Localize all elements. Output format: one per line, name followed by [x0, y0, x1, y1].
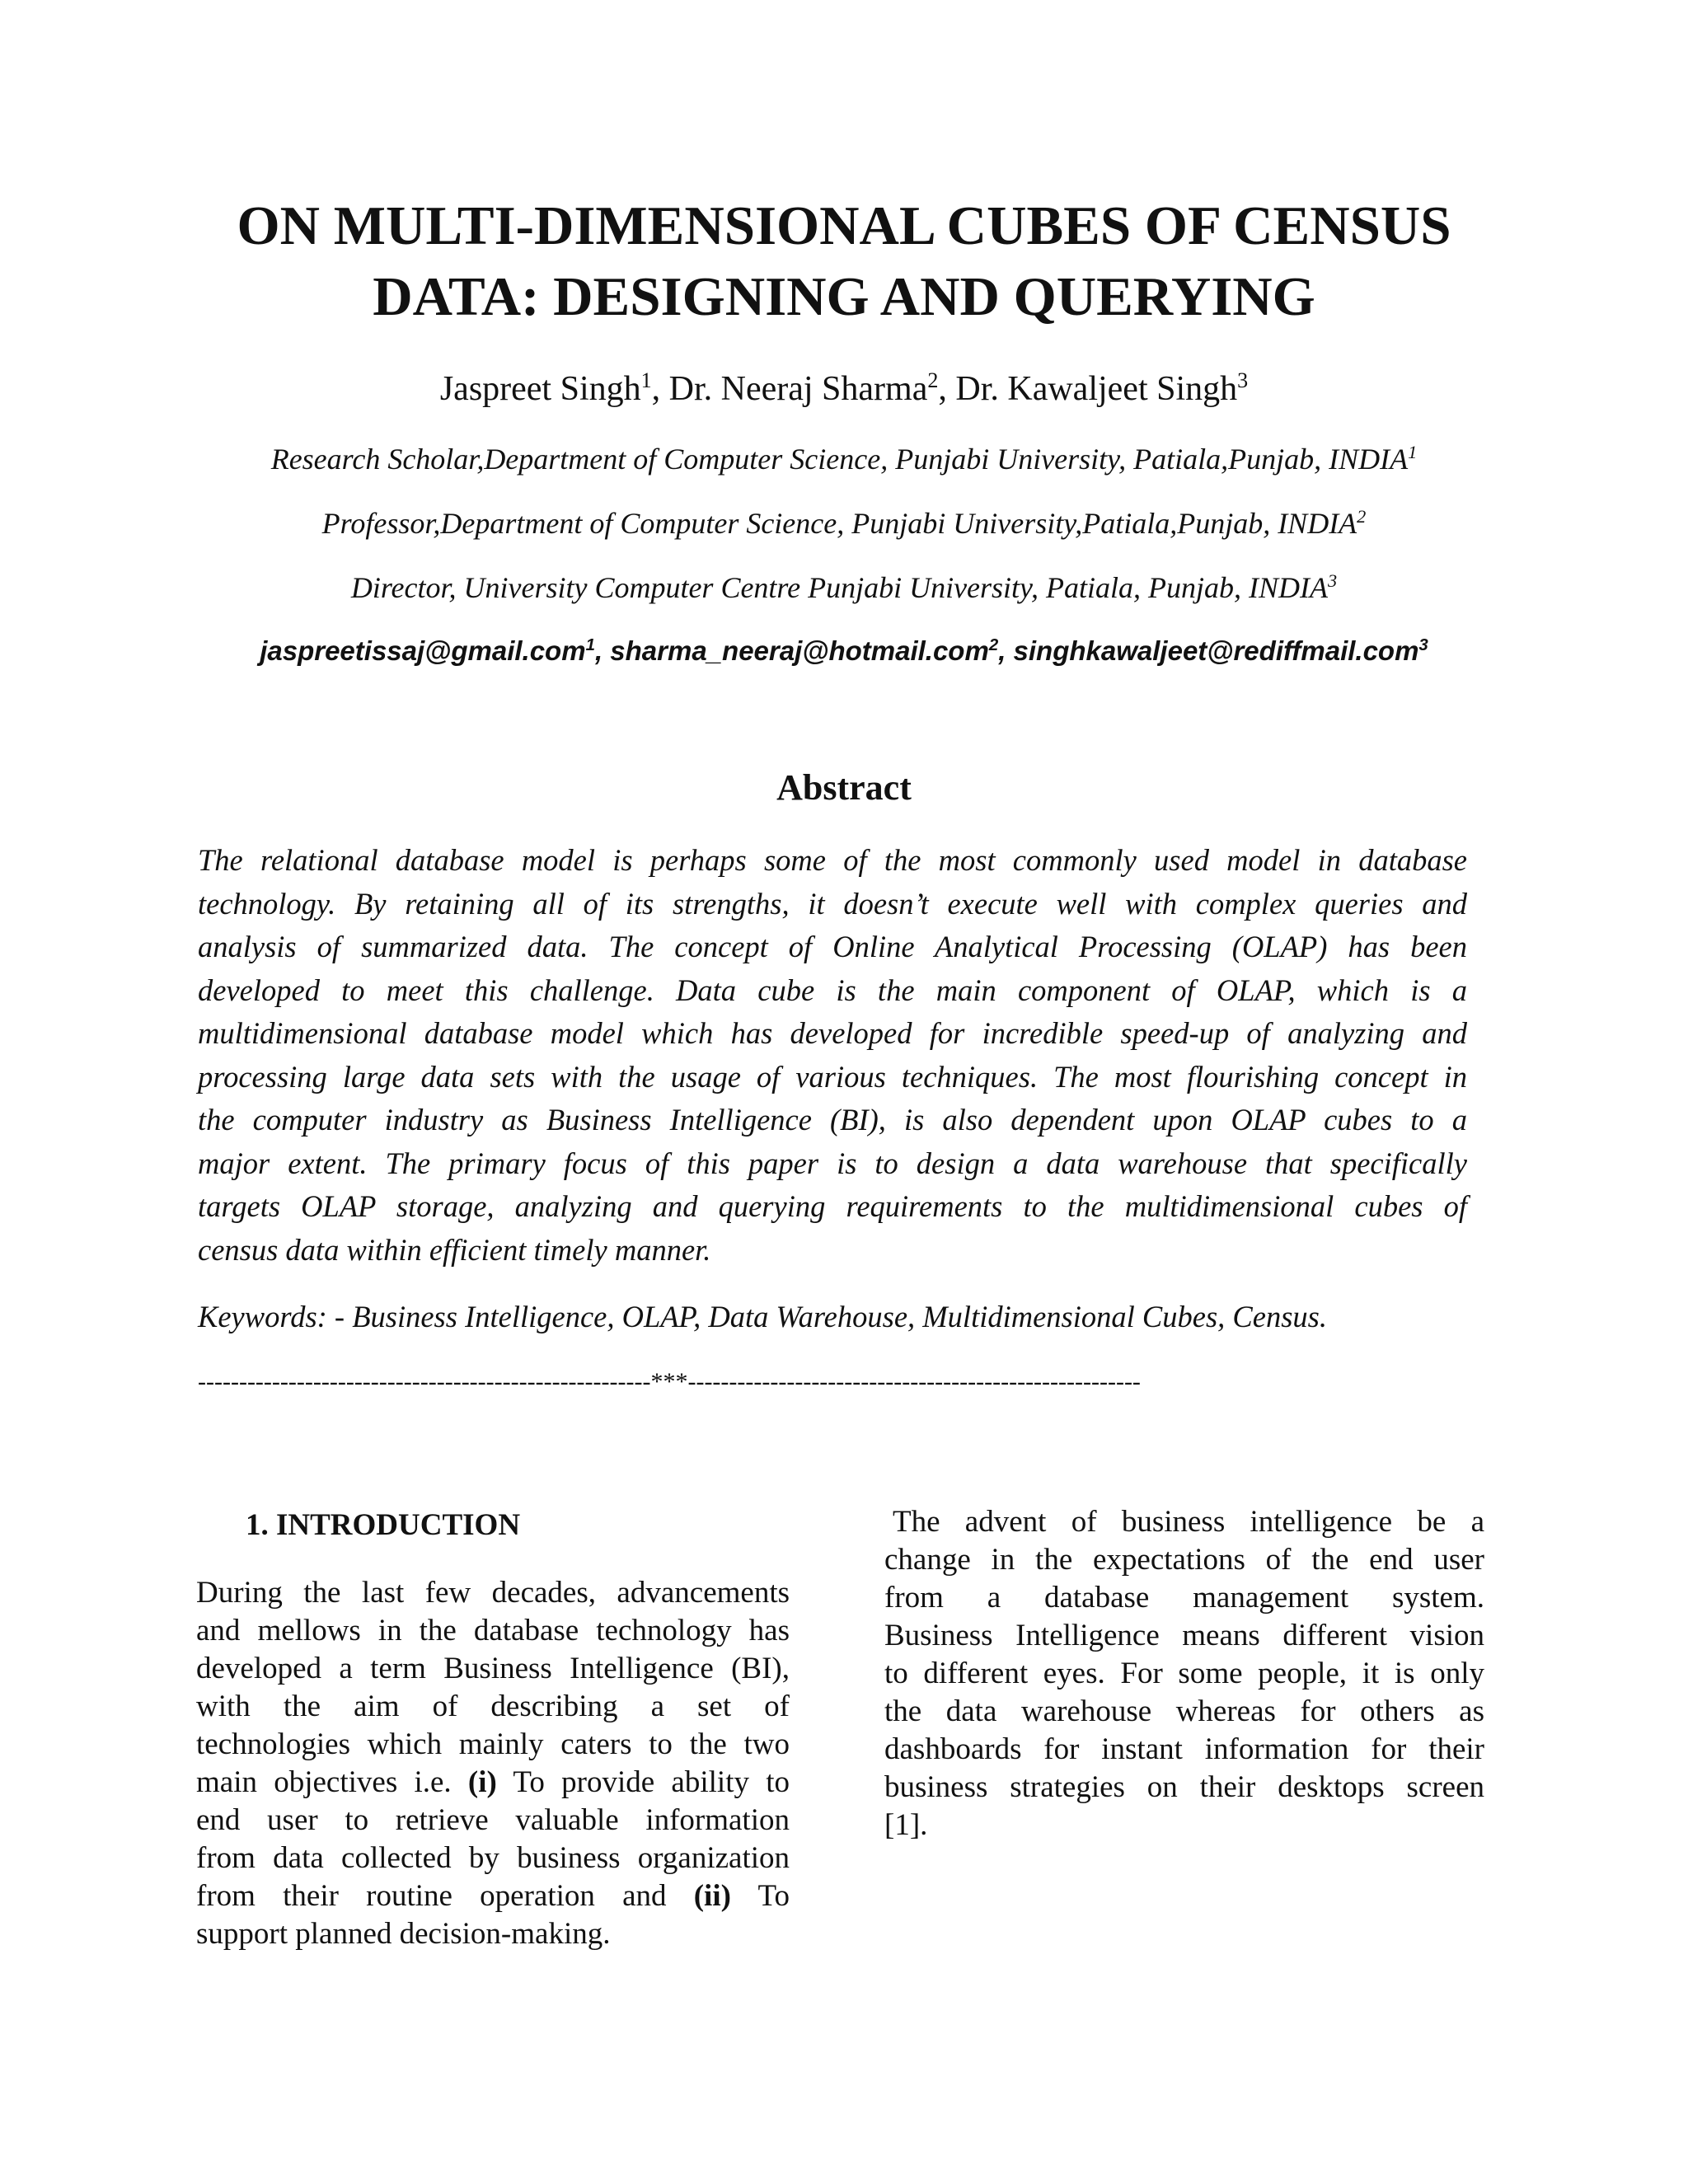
- affiliation-text: Director, University Computer Centre Punjabi University, Patiala, Punjab, INDIA: [350, 571, 1329, 604]
- email-address: singhkawaljeet@rediffmail.com: [1013, 635, 1419, 666]
- abstract-line: multidimensional database model which has developed for incredible speed-up of analyzing and: [198, 1016, 1467, 1050]
- paragraph-line: dashboards for instant information for their: [884, 1732, 1484, 1766]
- line-text: main objectives i.e.: [196, 1765, 468, 1799]
- affiliation-superscript: 1: [1408, 442, 1418, 462]
- affiliation-text: Professor,Department of Computer Science, Punjabi University,Patiala,Punjab, INDIA: [321, 507, 1357, 540]
- abstract-heading: Abstract: [776, 767, 912, 808]
- affiliation-text: Research Scholar,Department of Computer Science, Punjabi University, Patiala,Punjab, INDIA: [270, 443, 1409, 476]
- paragraph-line: business strategies on their desktops screen: [884, 1770, 1484, 1804]
- section-heading-introduction: 1. INTRODUCTION: [246, 1508, 521, 1542]
- affiliation-1: [99, 438, 1589, 480]
- paragraph-line: with the aim of describing a set of: [196, 1690, 790, 1723]
- email-superscript: 3: [1418, 635, 1428, 654]
- abstract-line: technology. By retaining all of its strengths, it doesn’t execute well with complex queries and: [198, 886, 1467, 921]
- introduction-paragraph-2: [884, 1503, 1484, 1844]
- paper-title-line-2: DATA: DESIGNING AND QUERYING: [373, 266, 1315, 327]
- author-name: Jaspreet Singh: [439, 370, 641, 408]
- paragraph-line: support planned decision-making.: [196, 1917, 611, 1951]
- author-separator: ,: [938, 370, 956, 408]
- paragraph-line: from a database management system.: [884, 1581, 1484, 1615]
- abstract-line: processing large data sets with the usage of various techniques. The most flourishing concept in: [198, 1059, 1467, 1094]
- author-superscript: 1: [640, 368, 652, 392]
- abstract-body: [198, 839, 1467, 1272]
- paragraph-line: technologies which mainly caters to the two: [196, 1727, 790, 1761]
- paragraph-line: to different eyes. For some people, it is only: [884, 1657, 1484, 1690]
- author-name: Dr. Kawaljeet Singh: [955, 370, 1238, 408]
- paper-title-line-1: ON MULTI-DIMENSIONAL CUBES OF CENSUS: [237, 195, 1451, 256]
- abstract-line: the computer industry as Business Intelligence (BI), is also dependent upon OLAP cubes to a: [198, 1103, 1467, 1137]
- author-superscript: 2: [927, 368, 939, 392]
- introduction-paragraph-1: [196, 1574, 790, 1953]
- paragraph-line: Business Intelligence means different vision: [884, 1619, 1484, 1652]
- paragraph-line: change in the expectations of the end user: [884, 1543, 1484, 1577]
- line-text: To provide ability to: [496, 1765, 790, 1799]
- author-name: Dr. Neeraj Sharma: [668, 370, 928, 408]
- keywords: Keywords: - Business Intelligence, OLAP, Data Warehouse, Multidimensional Cubes, Census.: [198, 1300, 1327, 1333]
- abstract-line: targets OLAP storage, analyzing and querying requirements to the multidimensional cubes of: [198, 1189, 1467, 1223]
- affiliation-2: [99, 503, 1589, 544]
- email-separator: ,: [594, 635, 611, 666]
- left-column: [196, 1505, 790, 1953]
- email-superscript: 2: [988, 635, 999, 654]
- email-separator: ,: [998, 635, 1014, 666]
- abstract-line: developed to meet this challenge. Data cube is the main component of OLAP, which is a: [198, 972, 1467, 1007]
- paragraph-line: the data warehouse whereas for others as: [884, 1694, 1484, 1728]
- email-address: sharma_neeraj@hotmail.com: [610, 635, 989, 666]
- paragraph-line: [196, 1877, 790, 1915]
- paragraph-line: [196, 1764, 790, 1802]
- line-text: from their routine operation and: [196, 1879, 694, 1913]
- affiliation-superscript: 3: [1328, 570, 1338, 591]
- paragraph-line: and mellows in the database technology has: [196, 1614, 790, 1647]
- section-separator: -------------------------------------------------------***-------------------------------------------------------: [198, 1368, 1141, 1395]
- affiliation-3: [99, 567, 1589, 608]
- author-emails: [99, 630, 1589, 672]
- abstract-line: census data within efficient timely manner.: [198, 1232, 711, 1267]
- affiliation-superscript: 2: [1357, 506, 1367, 527]
- right-column: [884, 1503, 1484, 1844]
- paragraph-line: [1].: [884, 1808, 928, 1842]
- abstract-line: major extent. The primary focus of this paper is to design a data warehouse that specifically: [198, 1146, 1467, 1180]
- paragraph-line: from data collected by business organization: [196, 1841, 790, 1875]
- bold-marker: (i): [467, 1765, 497, 1799]
- paragraph-line: During the last few decades, advancements: [196, 1576, 790, 1610]
- bold-marker: (ii): [693, 1879, 731, 1913]
- author-superscript: 3: [1237, 368, 1249, 392]
- line-text: To: [730, 1879, 790, 1913]
- author-list: [148, 366, 1540, 412]
- email-superscript: 1: [585, 635, 595, 654]
- abstract-line: analysis of summarized data. The concept of Online Analytical Processing (OLAP) has been: [198, 930, 1467, 963]
- paragraph-line: The advent of business intelligence be a: [893, 1505, 1484, 1539]
- author-separator: ,: [651, 370, 669, 408]
- abstract-line: The relational database model is perhaps some of the most commonly used model in database: [198, 843, 1467, 877]
- email-address: jaspreetissaj@gmail.com: [260, 635, 586, 666]
- paragraph-line: end user to retrieve valuable information: [196, 1803, 790, 1837]
- paragraph-line: developed a term Business Intelligence (BI),: [196, 1652, 790, 1685]
